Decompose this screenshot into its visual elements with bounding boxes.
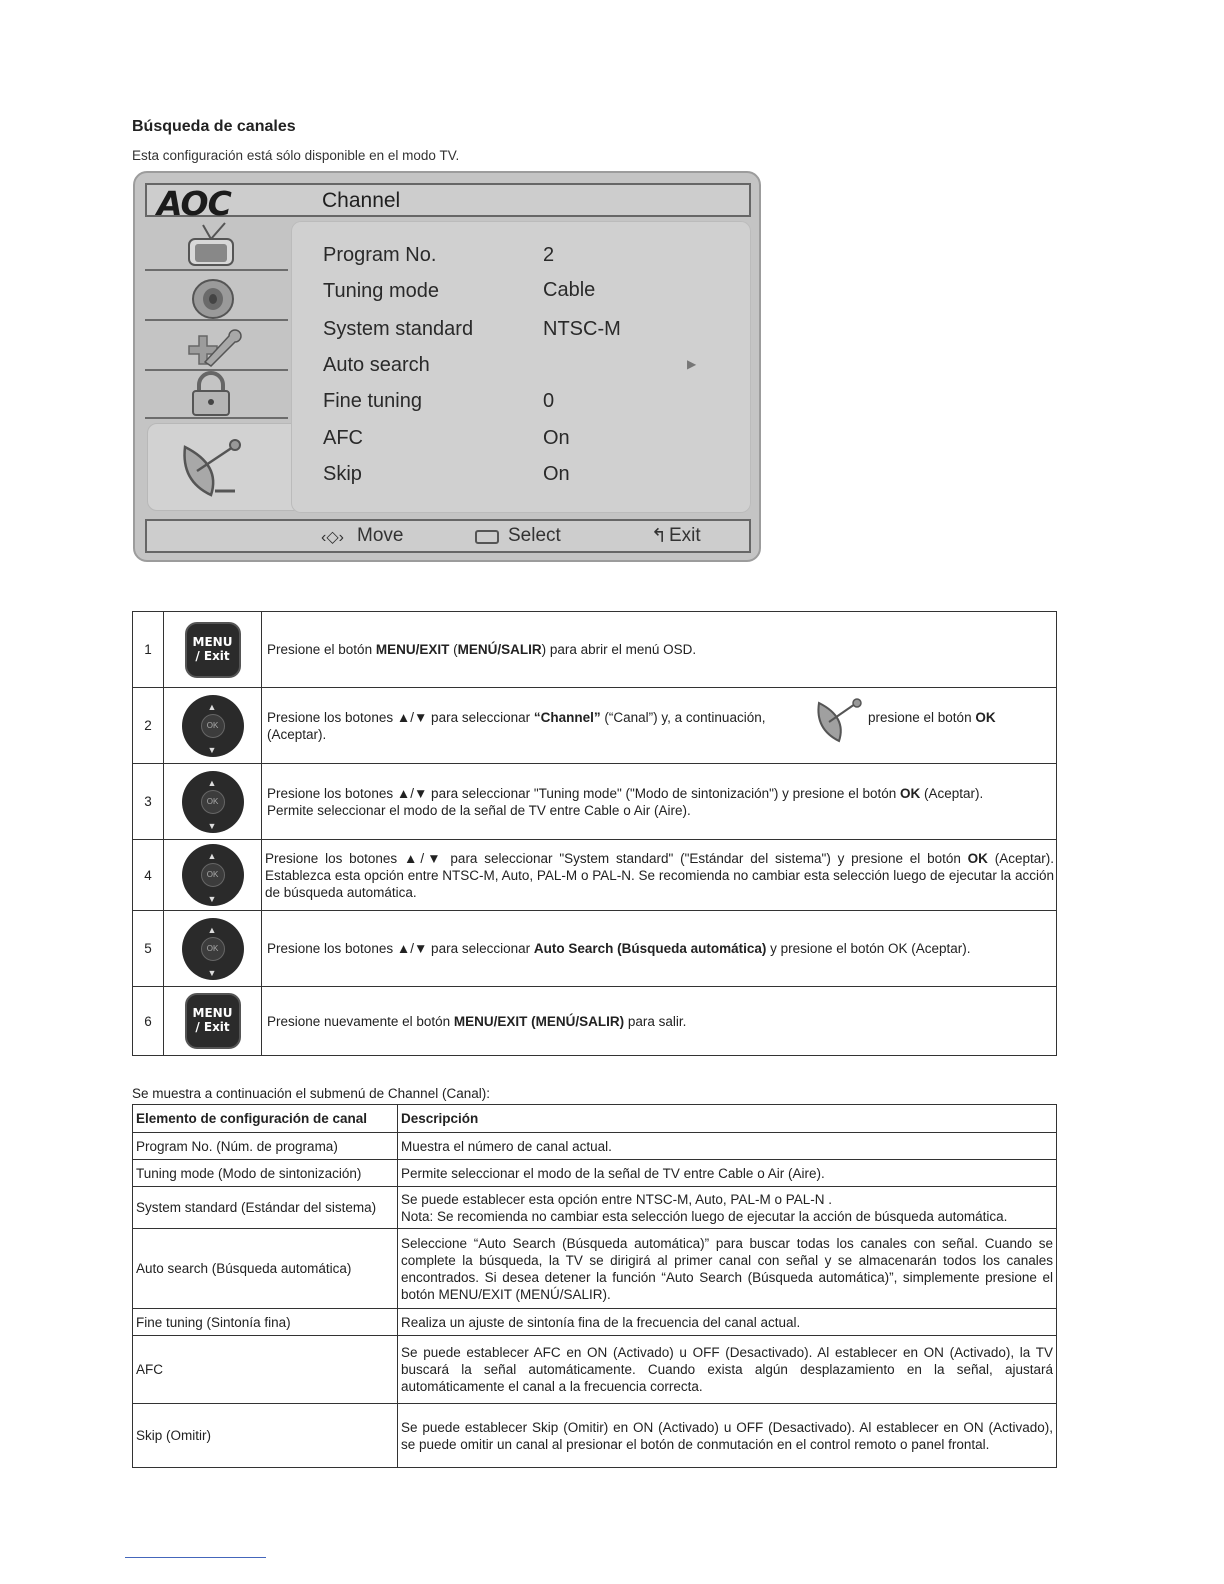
satellite-dish-icon [175,435,251,499]
osd-item-label: Skip [323,463,362,485]
osd-item-value: On [543,427,570,449]
desc-cell: Se puede establecer Skip (Omitir) en ON (Activado) u OFF (Desactivado). Al establecer en ON (Activado), se puede omitir un canal al presionar el botón de conmutación en el control remoto o panel frontal. [398,1404,1057,1468]
step-row [133,612,1057,688]
osd-footer [145,519,751,553]
osd-item-label: Tuning mode [323,280,439,302]
step-text: Presione los botones ▲/▼ para seleccionar "System standard" ("Estándar del sistema") y presione el botón OK (Aceptar). Establezca esta opción entre NTSC-M, Auto, PAL-M o PAL-N. Se recomienda no cambiar esta selección luego de ejecutar la acción de búsqueda automática. [262,840,1057,911]
osd-divider [145,319,288,321]
step-number: 1 [133,612,164,688]
tv-icon [175,221,245,267]
step-text: Presione los botones ▲/▼ para seleccionar Auto Search (Búsqueda automática) y presione el botón OK (Aceptar). [262,911,1057,987]
osd-menu [133,171,761,562]
osd-item-value: On [543,463,570,485]
menu-exit-button-icon: MENU / Exit [185,622,241,678]
item-cell: Program No. (Núm. de programa) [133,1133,398,1160]
desc-cell: Realiza un ajuste de sintonía fina de la frecuencia del canal actual. [398,1309,1057,1336]
ok-nav-button-icon: ▲ OK ▼ [182,771,244,833]
footer-exit: Exit [669,525,701,546]
submenu-intro: Se muestra a continuación el submenú de Channel (Canal): [132,1086,490,1101]
step-number: 3 [133,764,164,840]
step-row [133,987,1057,1056]
steps-table [132,611,1057,1056]
osd-divider [145,269,288,271]
step-icon-cell [164,612,262,688]
osd-item-label: System standard [323,318,474,340]
desc-cell: Seleccione “Auto Search (Búsqueda automática)” para buscar todas los canales con señal. Cuando se complete la búsqueda, la TV se dirigirá al primer canal con señal y se almacenarán todos los canales encontrados. Si desea detener la función “Auto Search (Búsqueda automática)”, simplemente presione el botón MENU/EXIT (MENÚ/SALIR). [398,1229,1057,1309]
submenu-table [132,1104,1057,1468]
select-button-icon [475,530,499,544]
ok-nav-button-icon: ▲ OK ▼ [182,695,244,757]
lock-icon [175,371,245,417]
step-text: Presione los botones ▲/▼ para seleccionar “Channel” (“Canal”) y, a continuación, presione el botón OK (Aceptar). [262,688,1057,764]
submenu-arrow-icon: ▶ [687,357,697,371]
menu-exit-button-icon: MENU / Exit [185,993,241,1049]
page-title: Búsqueda de canales [132,118,296,135]
osd-item-label: AFC [323,427,363,449]
step-row [133,688,1057,764]
aoc-logo: AOC [157,184,231,223]
osd-divider [145,417,288,419]
step-number: 2 [133,688,164,764]
step-icon-cell [164,840,262,911]
desc-cell: Muestra el número de canal actual. [398,1133,1057,1160]
osd-item-value: Cable [543,279,596,301]
step-text: Presione los botones ▲/▼ para seleccionar "Tuning mode" ("Modo de sintonización") y presione el botón OK (Aceptar). Permite seleccionar el modo de la señal de TV entre Cable o Air (Aire). [262,764,1057,840]
setup-tools-icon [175,322,245,368]
step-text: Presione nuevamente el botón MENU/EXIT (MENÚ/SALIR) para salir. [262,987,1057,1056]
table-header-row [133,1105,1057,1133]
column-header: Elemento de configuración de canal [133,1105,398,1133]
osd-item-value: 2 [543,244,555,266]
speaker-icon [175,273,245,319]
step-number: 6 [133,987,164,1056]
desc-cell: Se puede establecer esta opción entre NTSC-M, Auto, PAL-M o PAL-N . Nota: Se recomienda no cambiar esta selección luego de ejecutar la acción de búsqueda automática. [398,1187,1057,1229]
osd-title: Channel [322,189,401,212]
table-row [133,1336,1057,1404]
step-icon-cell [164,987,262,1056]
step-icon-cell [164,688,262,764]
table-row [133,1309,1057,1336]
item-cell: Auto search (Búsqueda automática) [133,1229,398,1309]
item-cell: AFC [133,1336,398,1404]
footer-move: Move [357,525,404,546]
step-row [133,840,1057,911]
footnote-divider [125,1557,266,1558]
column-header: Descripción [398,1105,1057,1133]
osd-item-value: 0 [543,390,555,412]
step-icon-cell [164,911,262,987]
step-number: 5 [133,911,164,987]
desc-cell: Permite seleccionar el modo de la señal de TV entre Cable o Air (Aire). [398,1160,1057,1187]
table-row [133,1133,1057,1160]
step-icon-cell [164,764,262,840]
satellite-dish-icon [813,695,867,743]
osd-item-label: Auto search [323,354,430,376]
table-row [133,1160,1057,1187]
item-cell: Tuning mode (Modo de sintonización) [133,1160,398,1187]
osd-item-label: Fine tuning [323,390,422,412]
step-row [133,911,1057,987]
step-text: Presione el botón MENU/EXIT (MENÚ/SALIR) para abrir el menú OSD. [262,612,1057,688]
item-cell: System standard (Estándar del sistema) [133,1187,398,1229]
step-row [133,764,1057,840]
ok-nav-button-icon: ▲ OK ▼ [182,844,244,906]
exit-arrow-icon: ↰ [651,526,667,547]
osd-item-label: Program No. [323,244,437,266]
item-cell: Fine tuning (Sintonía fina) [133,1309,398,1336]
desc-cell: Se puede establecer AFC en ON (Activado) u OFF (Desactivado). Al establecer en ON (Activado), la TV buscará la señal automáticamente. Cuando exista algún desplazamiento en la señal, ajustará automáticamente el canal a la frecuencia correcta. [398,1336,1057,1404]
footer-select: Select [508,525,561,546]
ok-nav-button-icon: ▲ OK ▼ [182,918,244,980]
move-arrows-icon: ‹◇› [321,529,344,546]
table-row [133,1404,1057,1468]
table-row [133,1187,1057,1229]
step-number: 4 [133,840,164,911]
page-subtitle: Esta configuración está sólo disponible en el modo TV. [132,148,460,163]
table-row [133,1229,1057,1309]
osd-item-value: NTSC-M [543,318,621,340]
item-cell: Skip (Omitir) [133,1404,398,1468]
osd-header [145,183,751,223]
